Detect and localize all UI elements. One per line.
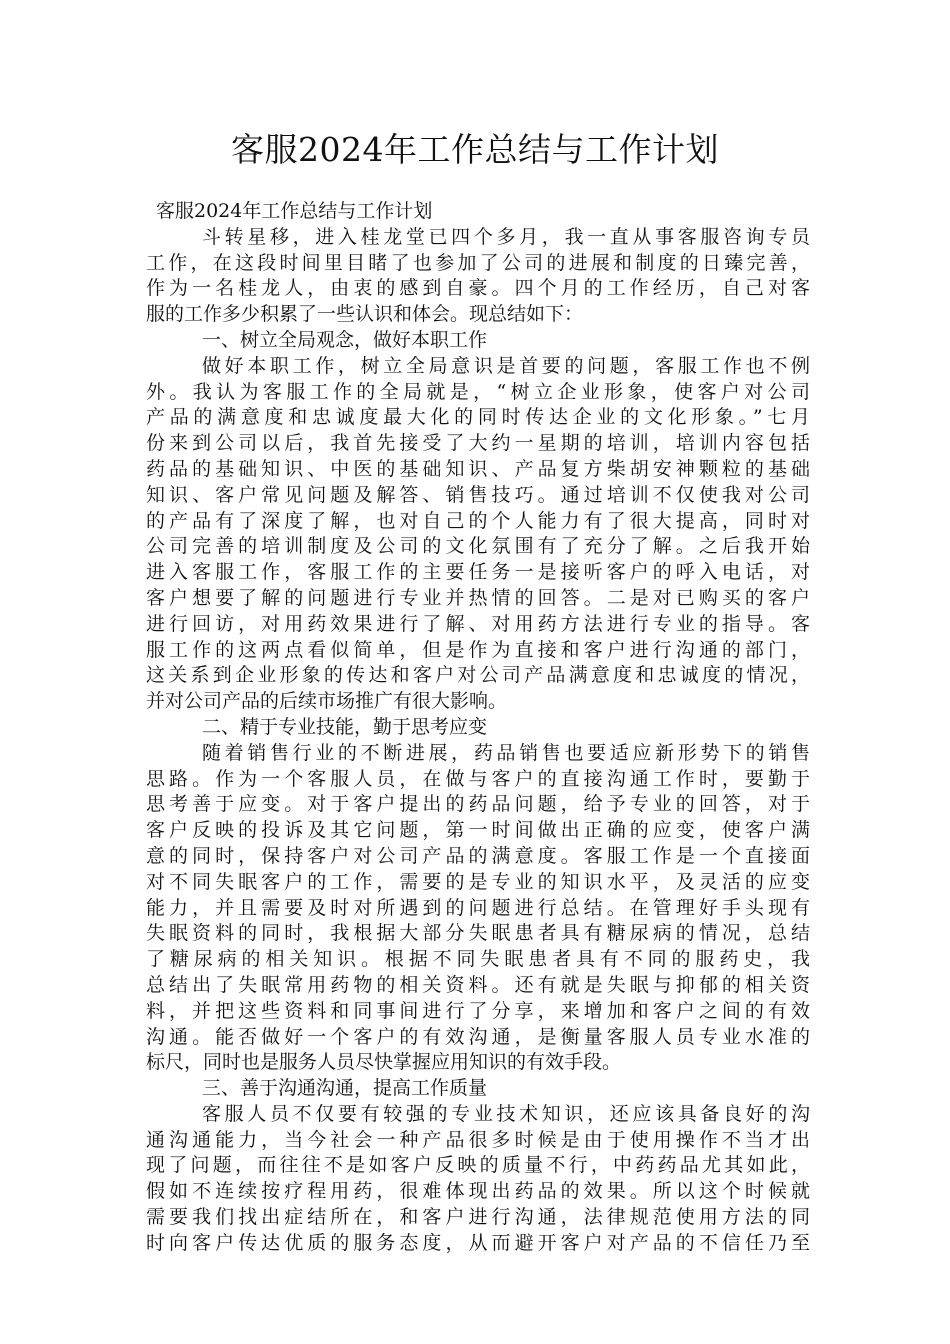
text-line: 公司完善的培训制度及公司的文化氛围有了充分了解。之后我开始 [146, 535, 810, 558]
text-line: 意的同时，保持客户对公司产品的满意度。客服工作是一个直接面 [146, 844, 810, 867]
text-line: 标尺，同时也是服务人员尽快掌握应用知识的有效手段。 [146, 1051, 622, 1074]
text-line: 工作，在这段时间里目睹了也参加了公司的进展和制度的日臻完善， [146, 251, 810, 274]
text-line: 服工作的这两点看似简单，但是作为直接和客户进行沟通的部门， [146, 638, 810, 661]
text-line: 份来到公司以后，我首先接受了大约一星期的培训，培训内容包括 [146, 432, 810, 455]
text-line: 通沟通能力，当今社会一种产品很多时候是由于使用操作不当才出 [146, 1128, 810, 1151]
text-line: 并对公司产品的后续市场推广有很大影响。 [146, 690, 508, 713]
text-line: 失眠资料的同时，我根据大部分失眠患者具有糖尿病的情况，总结 [146, 922, 810, 945]
text-line: 时向客户传达优质的服务态度，从而避开客户对产品的不信任乃至 [146, 1231, 810, 1254]
text-line: 服的工作多少积累了一些认识和体会。现总结如下： [146, 303, 584, 326]
text-line: 客户想要了解的问题进行专业并热情的回答。二是对已购买的客户 [146, 586, 810, 609]
text-line: 做好本职工作，树立全局意识是首要的问题，客服工作也不例 [202, 354, 810, 377]
text-line: 外。我认为客服工作的全局就是，“树立企业形象，使客户对公司 [146, 380, 810, 403]
document-body [146, 199, 810, 1257]
text-line: 能力，并且需要及时对所遇到的问题进行总结。在管理好手头现有 [146, 896, 810, 919]
section-heading: 三、善于沟通沟通，提高工作质量 [202, 1077, 488, 1100]
text-line: 了糖尿病的相关知识。根据不同失眠患者具有不同的服药史，我 [146, 948, 810, 971]
text-line: 产品的满意度和忠诚度最大化的同时传达企业的文化形象。”七月 [146, 406, 810, 429]
text-line: 作为一名桂龙人，由衷的感到自豪。四个月的工作经历，自己对客 [146, 277, 810, 300]
text-line: 沟通。能否做好一个客户的有效沟通，是衡量客服人员专业水准的 [146, 1025, 810, 1048]
document-title: 客服2024年工作总结与工作计划 [231, 130, 719, 169]
text-line: 思考善于应变。对于客户提出的药品问题，给予专业的回答，对于 [146, 793, 810, 816]
text-line: 现了问题，而往往不是如客户反映的质量不行，中药药品尤其如此， [146, 1154, 810, 1177]
text-line: 知识、客户常见问题及解答、销售技巧。通过培训不仅使我对公司 [146, 483, 810, 506]
subtitle-line: 客服2024年工作总结与工作计划 [156, 200, 433, 222]
text-line: 药品的基础知识、中医的基础知识、产品复方柴胡安神颗粒的基础 [146, 457, 810, 480]
section-heading: 一、树立全局观念，做好本职工作 [202, 328, 488, 351]
text-line: 斗转星移，进入桂龙堂已四个多月，我一直从事客服咨询专员 [202, 225, 810, 248]
text-line: 客服人员不仅要有较强的专业技术知识，还应该具备良好的沟 [202, 1102, 810, 1125]
text-line: 料，并把这些资料和同事间进行了分享，来增加和客户之间的有效 [146, 999, 810, 1022]
text-line: 需要我们找出症结所在，和客户进行沟通，法律规范使用方法的同 [146, 1206, 810, 1229]
text-line: 对不同失眠客户的工作，需要的是专业的知识水平，及灵活的应变 [146, 870, 810, 893]
text-line: 的产品有了深度了解，也对自己的个人能力有了很大提高，同时对 [146, 509, 810, 532]
section-heading: 二、精于专业技能，勤于思考应变 [202, 715, 488, 738]
text-line: 客户反映的投诉及其它问题，第一时间做出正确的应变，使客户满 [146, 819, 810, 842]
text-line: 总结出了失眠常用药物的相关资料。还有就是失眠与抑郁的相关资 [146, 973, 810, 996]
text-line: 这关系到企业形象的传达和客户对公司产品满意度和忠诚度的情况， [146, 664, 810, 687]
text-line: 假如不连续按疗程用药，很难体现出药品的效果。所以这个时候就 [146, 1180, 810, 1203]
text-line: 随着销售行业的不断进展，药品销售也要适应新形势下的销售 [202, 741, 810, 764]
text-line: 进行回访，对用药效果进行了解、对用药方法进行专业的指导。客 [146, 612, 810, 635]
text-line: 思路。作为一个客服人员，在做与客户的直接沟通工作时，要勤于 [146, 767, 810, 790]
text-line: 进入客服工作，客服工作的主要任务一是接听客户的呼入电话，对 [146, 561, 810, 584]
